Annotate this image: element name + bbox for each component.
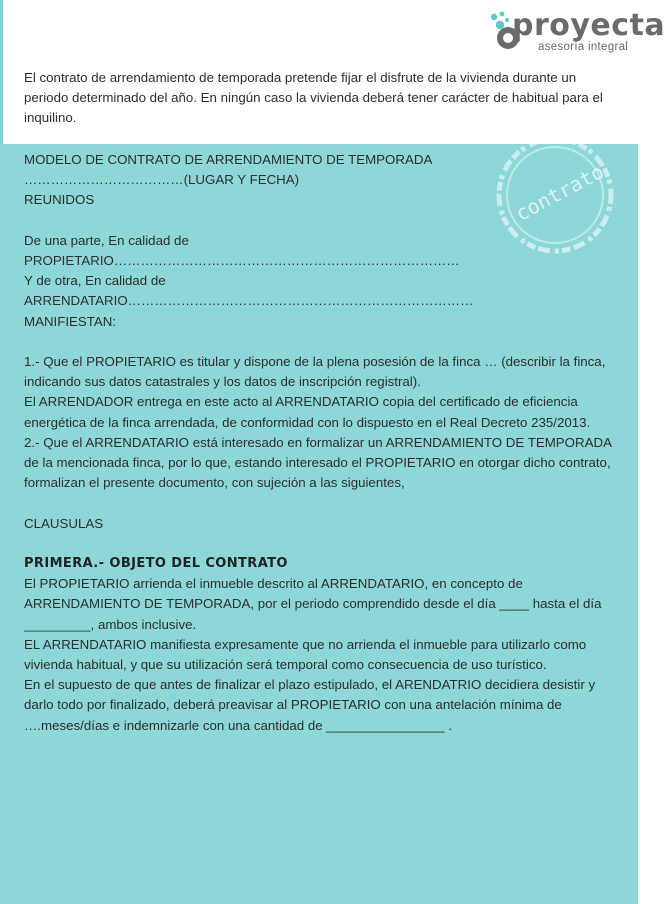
logo-tagline: asesoría integral bbox=[538, 41, 629, 53]
party1-role: PROPIETARIO…………………………………………………………………… bbox=[24, 253, 460, 268]
logo-brand-text: proyecta bbox=[512, 8, 665, 43]
manifiestan-label: MANIFIESTAN: bbox=[24, 313, 117, 329]
clausulas-label: CLAUSULAS bbox=[24, 515, 104, 531]
point1-paragraph: 1.- Que el PROPIETARIO es titular y dispone de la plena posesión de la finca … (describir la finca, indicando sus datos catastrales y los datos de inscripción registral). bbox=[24, 354, 610, 390]
primera-paragraph-1: El PROPIETARIO arrienda el inmueble descrito al ARRENDATARIO, en concepto de ARRENDAMIENTO DE TEMPORADA, por el periodo comprendido desde el día ____ hasta el día _________, ambos inclusive. bbox=[24, 576, 609, 632]
contract-body bbox=[24, 150, 616, 736]
party1-intro: De una parte, En calidad de bbox=[24, 232, 189, 248]
proyecta-logo bbox=[488, 8, 665, 56]
intro-paragraph: El contrato de arrendamiento de temporada pretende fijar el disfrute de la vivienda durante un periodo determinado del año. En ningún caso la vivienda deberá tener carácter de habitual para el inquilino. bbox=[24, 70, 603, 125]
primera-title: PRIMERA.- OBJETO DEL CONTRATO bbox=[24, 556, 288, 571]
energy-certificate-paragraph: El ARRENDADOR entrega en este acto al ARRENDATARIO copia del certificado de eficiencia energética de la finca arrendada, de conformidad con lo dispuesto en el Real Decreto 235/2013. bbox=[24, 394, 591, 430]
left-accent-rule bbox=[0, 0, 3, 144]
party2-intro: Y de otra, En calidad de bbox=[24, 273, 166, 289]
contract-heading: MODELO DE CONTRATO DE ARRENDAMIENTO DE TEMPORADA bbox=[24, 152, 433, 167]
place-date-line: ………………………………(LUGAR Y FECHA) bbox=[24, 172, 300, 188]
primera-paragraph-3: En el supuesto de que antes de finalizar el plazo estipulado, el ARENDATRIO decidiera desistir y darlo todo por finalizado, deberá preavisar al PROPIETARIO con una antelación mínima de ….meses/días e indemnizarle con una cantidad de ________________ . bbox=[24, 677, 599, 733]
primera-paragraph-2: EL ARRENDATARIO manifiesta expresamente que no arrienda el inmueble para utilizarlo como vivienda habitual, y que su utilización será temporal como consecuencia de uso turístico. bbox=[24, 636, 590, 673]
reunidos-label: REUNIDOS bbox=[24, 192, 95, 208]
point2-paragraph: 2.- Que el ARRENDATARIO está interesado en formalizar un ARRENDAMIENTO DE TEMPORADA de la mencionada finca, por lo que, estando interesado el PROPIETARIO en otorgar dicho contrato, formalizan el presente documento, con sujeción a las siguientes, bbox=[24, 434, 615, 491]
header-area bbox=[0, 0, 665, 144]
party2-role: ARRENDATARIO…………………………………………………………………… bbox=[24, 293, 474, 309]
stamp-text: contrato bbox=[511, 159, 608, 226]
